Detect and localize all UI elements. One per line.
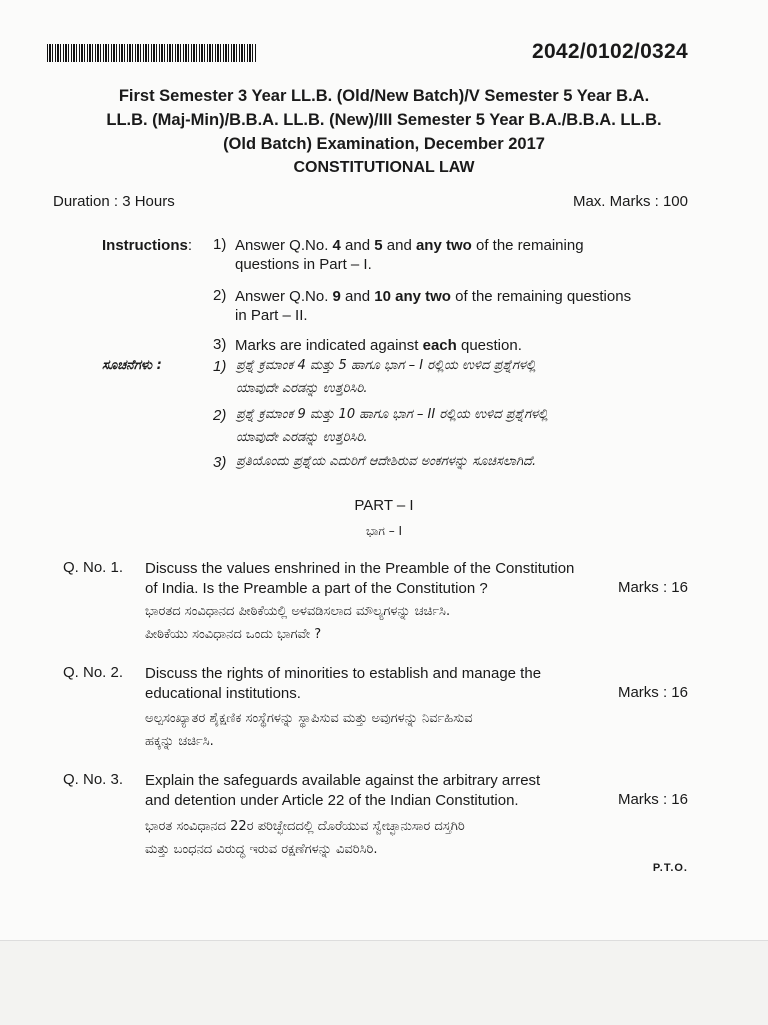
max-marks: Max. Marks : 100 — [572, 193, 688, 210]
kn-instruction-1-num: 1) — [213, 358, 227, 375]
instruction-1: Answer Q.No. 4 and 5 and any two of the remaining questions in Part – I. — [235, 237, 584, 273]
barcode — [47, 44, 257, 62]
heading-line-1: First Semester 3 Year LL.B. (Old/New Batch)/V Semester 5 Year B.A. — [118, 87, 650, 105]
question-2-number: Q. No. 2. — [63, 664, 124, 681]
question-1-text: Discuss the values enshrined in the Preamble of the Constitution of India. Is the Preamble a part of the Constitution ? — [145, 560, 575, 597]
exam-heading — [40, 84, 728, 180]
kannada-instructions-label: ಸೂಚನೆಗಳು : — [102, 358, 162, 373]
question-2-marks: Marks : 16 — [617, 684, 688, 701]
question-3-marks: Marks : 16 — [617, 791, 688, 808]
subject-title: CONSTITUTIONAL LAW — [293, 159, 475, 176]
duration-row — [53, 193, 688, 210]
instruction-2: Answer Q.No. 9 and 10 any two of the remaining questions in Part – II. — [235, 288, 632, 324]
kn-instruction-3-num: 3) — [213, 454, 227, 471]
question-1-number: Q. No. 1. — [63, 559, 124, 576]
question-3-kannada: ಭಾರತ ಸಂವಿಧಾನದ 22ರ ಪರಿಚ್ಛೇದದಲ್ಲಿ ದೊರೆಯುವ ಸ್ವೇಚ್ಛಾನುಸಾರ ದಸ್ತಗಿರಿ ಮತ್ತು ಬಂಧನದ ವಿರುದ್ಧ ಇರುವ ರಕ್ಷಣೆಗಳನ್ನು ವಿವರಿಸಿರಿ. — [145, 819, 465, 857]
question-3-text: Explain the safeguards available against the arbitrary arrest and detention under Article 22 of the Indian Constitution. — [145, 772, 541, 809]
heading-line-3: (Old Batch) Examination, December 2017 — [223, 135, 545, 153]
question-2-kannada: ಅಲ್ಪಸಂಖ್ಯಾತರ ಶೈಕ್ಷಣಿಕ ಸಂಸ್ಥೆಗಳನ್ನು ಸ್ಥಾಪಿಸುವ ಮತ್ತು ಅವುಗಳನ್ನು ನಿರ್ವಹಿಸುವ ಹಕ್ಕನ್ನು ಚರ್ಚಿಸಿ. — [145, 711, 473, 749]
kn-instruction-2-num: 2) — [213, 407, 227, 424]
instruction-1-num: 1) — [213, 236, 227, 253]
kn-instruction-1: ಪ್ರಶ್ನೆ ಕ್ರಮಾಂಕ 4 ಮತ್ತು 5 ಹಾಗೂ ಭಾಗ – I ರಲ್ಲಿಯ ಉಳಿದ ಪ್ರಶ್ನೆಗಳಲ್ಲಿ ಯಾವುದೇ ಎರಡನ್ನು ಉತ್ತರಿಸಿರಿ. — [236, 358, 536, 396]
question-2-text: Discuss the rights of minorities to establish and manage the educational institutions. — [145, 665, 542, 702]
pto-marker: P.T.O. — [652, 862, 688, 874]
part-title: PART – I — [354, 497, 414, 514]
duration: Duration : 3 Hours — [53, 193, 175, 210]
heading-line-2: LL.B. (Maj-Min)/B.B.A. LL.B. (New)/III Semester 5 Year B.A./B.B.A. LL.B. — [106, 111, 662, 129]
question-1-kannada: ಭಾರತದ ಸಂವಿಧಾನದ ಪೀಠಿಕೆಯಲ್ಲಿ ಅಳವಡಿಸಲಾದ ಮೌಲ್ಯಗಳನ್ನು ಚರ್ಚಿಸಿ. ಪೀಠಿಕೆಯು ಸಂವಿಧಾನದ ಒಂದು ಭಾಗವೇ ? — [145, 604, 451, 642]
kn-instruction-2: ಪ್ರಶ್ನೆ ಕ್ರಮಾಂಕ 9 ಮತ್ತು 10 ಹಾಗೂ ಭಾಗ – II ರಲ್ಲಿಯ ಉಳಿದ ಪ್ರಶ್ನೆಗಳಲ್ಲಿ ಯಾವುದೇ ಎರಡನ್ನು ಉತ್ತರಿಸಿರಿ. — [236, 407, 548, 445]
instruction-2-num: 2) — [213, 287, 227, 304]
instruction-3-num: 3) — [213, 336, 227, 353]
instructions-label: Instructions: — [102, 237, 193, 254]
question-1-marks: Marks : 16 — [617, 579, 688, 596]
part-title-kannada: ಭಾಗ – I — [365, 524, 403, 538]
instruction-3: Marks are indicated against each question. — [235, 337, 522, 354]
question-3-number: Q. No. 3. — [63, 771, 124, 788]
page-bottom-margin — [0, 940, 768, 1025]
kn-instruction-3: ಪ್ರತಿಯೊಂದು ಪ್ರಶ್ನೆಯ ಎದುರಿಗೆ ಆದೇಶಿರುವ ಅಂಕಗಳನ್ನು ಸೂಚಿಸಲಾಗಿದೆ. — [236, 454, 537, 469]
paper-code: 2042/0102/0324 — [531, 40, 688, 63]
